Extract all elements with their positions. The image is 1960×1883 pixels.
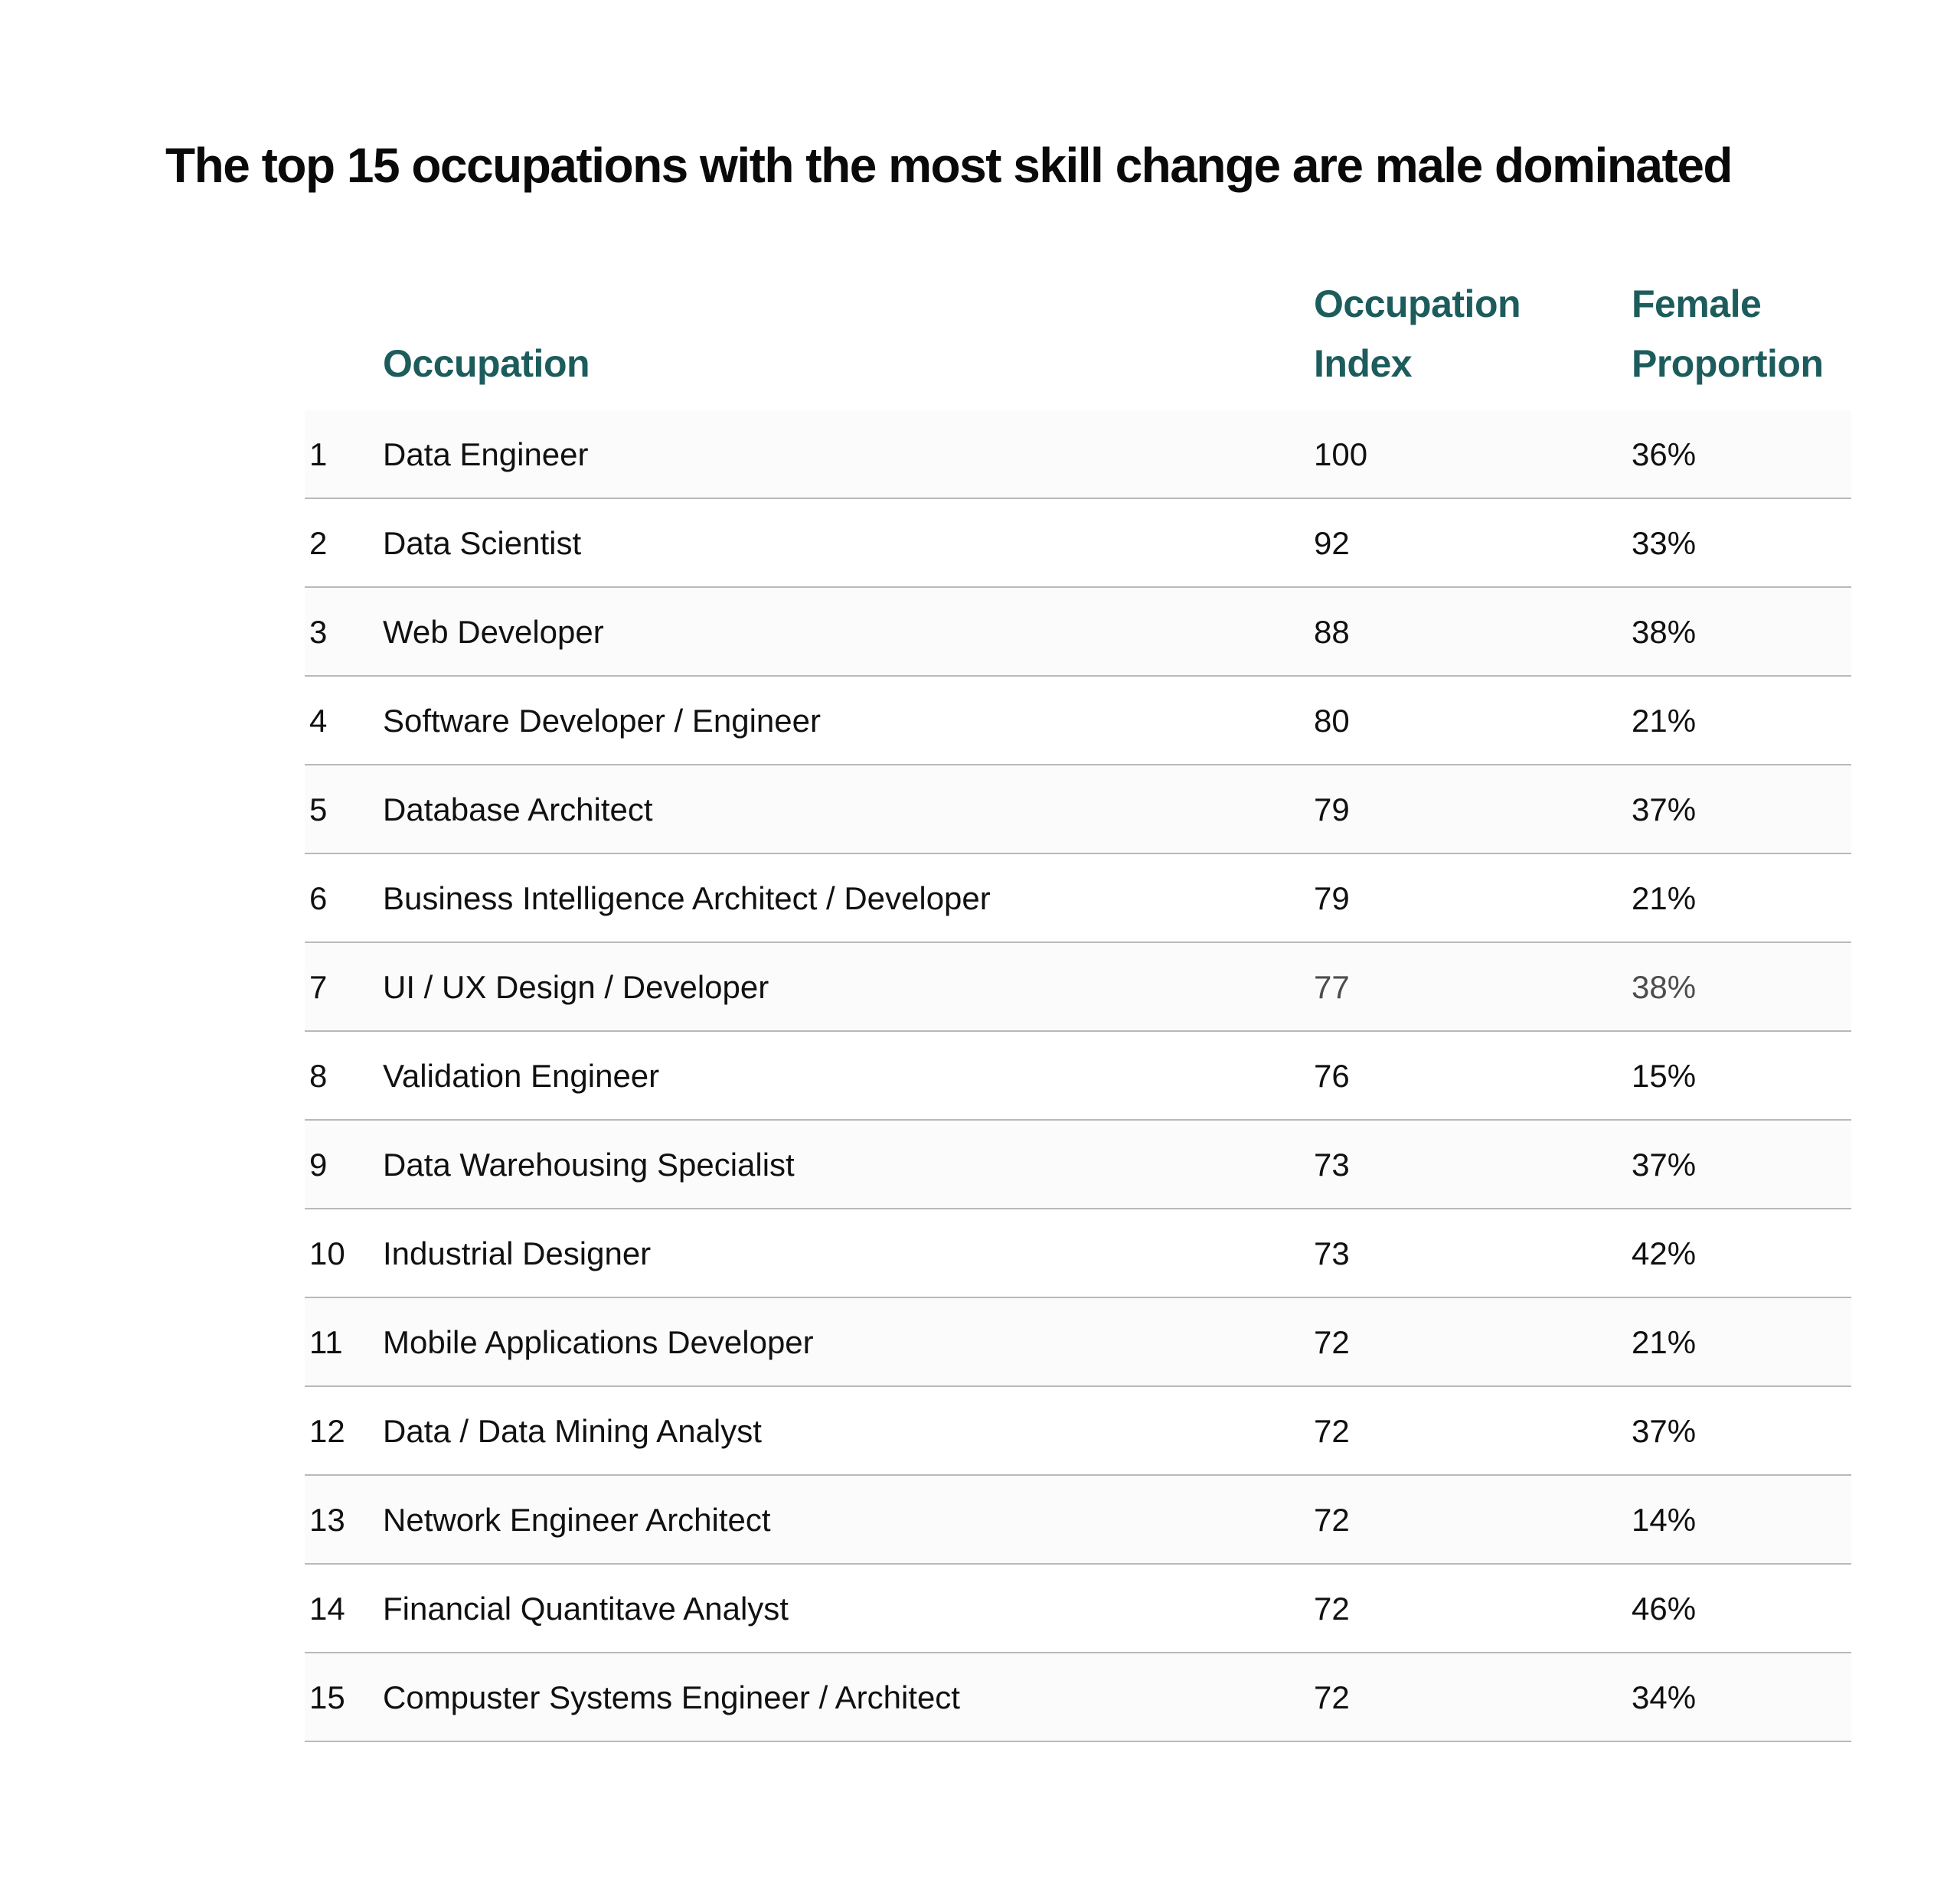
female-proportion-cell: 21% <box>1632 1324 1697 1360</box>
rank-cell: 8 <box>309 1058 328 1094</box>
table-row <box>305 1298 1851 1387</box>
index-cell: 72 <box>1314 1679 1350 1715</box>
rank-cell: 9 <box>309 1147 328 1183</box>
index-cell: 72 <box>1314 1591 1350 1627</box>
table-header <box>305 276 1851 410</box>
rank-cell: 13 <box>309 1502 345 1538</box>
table-row <box>305 943 1851 1032</box>
rank-cell: 14 <box>309 1591 345 1627</box>
female-proportion-cell: 38% <box>1632 969 1697 1005</box>
female-proportion-cell: 37% <box>1632 791 1697 827</box>
occupation-cell: Data Engineer <box>383 436 589 472</box>
table-row <box>305 677 1851 765</box>
table-row <box>305 1476 1851 1565</box>
index-cell: 72 <box>1314 1413 1350 1449</box>
occupation-cell: Validation Engineer <box>383 1058 660 1094</box>
index-cell: 79 <box>1314 791 1350 827</box>
female-proportion-cell: 37% <box>1632 1413 1697 1449</box>
female-proportion-cell: 33% <box>1632 525 1697 561</box>
occupation-cell: Mobile Applications Developer <box>383 1324 814 1360</box>
rank-cell: 5 <box>309 791 328 827</box>
table-row <box>305 1209 1851 1298</box>
rank-cell: 2 <box>309 525 328 561</box>
index-cell: 80 <box>1314 703 1350 739</box>
occupation-cell: Web Developer <box>383 614 604 650</box>
page-title: The top 15 occupations with the most skill change are male dominated <box>165 138 1732 193</box>
rank-cell: 7 <box>309 969 328 1005</box>
index-cell: 77 <box>1314 969 1350 1005</box>
occupation-cell: Data / Data Mining Analyst <box>383 1413 762 1449</box>
occupation-cell: Data Warehousing Specialist <box>383 1147 795 1183</box>
rank-cell: 10 <box>309 1235 345 1271</box>
female-proportion-cell: 36% <box>1632 436 1697 472</box>
rank-cell: 4 <box>309 703 328 739</box>
header-occupation-index: Occupation Index <box>1314 282 1521 385</box>
rank-cell: 15 <box>309 1679 345 1715</box>
rank-cell: 1 <box>309 436 328 472</box>
index-cell: 73 <box>1314 1147 1350 1183</box>
table-row <box>305 588 1851 677</box>
table-row <box>305 1387 1851 1476</box>
table-row <box>305 1121 1851 1209</box>
occupation-cell: Data Scientist <box>383 525 582 561</box>
occupation-cell: Financial Quantitave Analyst <box>383 1591 789 1627</box>
occupation-cell: UI / UX Design / Developer <box>383 969 769 1005</box>
rank-cell: 12 <box>309 1413 345 1449</box>
table-row <box>305 1653 1851 1742</box>
occupation-cell: Industrial Designer <box>383 1235 652 1271</box>
occupation-cell: Database Architect <box>383 791 653 827</box>
table-row <box>305 1032 1851 1121</box>
index-cell: 100 <box>1314 436 1368 472</box>
occupation-cell: Software Developer / Engineer <box>383 703 821 739</box>
index-cell: 72 <box>1314 1324 1350 1360</box>
occupation-cell: Business Intelligence Architect / Developer <box>383 880 991 916</box>
female-proportion-cell: 21% <box>1632 703 1697 739</box>
index-cell: 72 <box>1314 1502 1350 1538</box>
index-cell: 88 <box>1314 614 1350 650</box>
header-occupation: Occupation <box>383 342 590 385</box>
occupation-table <box>305 276 1851 1742</box>
occupation-cell: Compuster Systems Engineer / Architect <box>383 1679 960 1715</box>
rank-cell: 11 <box>309 1324 343 1360</box>
header-female-proportion: Female Proportion <box>1632 282 1824 385</box>
female-proportion-cell: 37% <box>1632 1147 1697 1183</box>
female-proportion-cell: 14% <box>1632 1502 1697 1538</box>
table-row <box>305 410 1851 499</box>
index-cell: 92 <box>1314 525 1350 561</box>
table-row <box>305 854 1851 943</box>
female-proportion-cell: 46% <box>1632 1591 1697 1627</box>
female-proportion-cell: 21% <box>1632 880 1697 916</box>
index-cell: 79 <box>1314 880 1350 916</box>
female-proportion-cell: 38% <box>1632 614 1697 650</box>
female-proportion-cell: 34% <box>1632 1679 1697 1715</box>
index-cell: 76 <box>1314 1058 1350 1094</box>
table-row <box>305 765 1851 854</box>
female-proportion-cell: 42% <box>1632 1235 1697 1271</box>
index-cell: 73 <box>1314 1235 1350 1271</box>
table-row <box>305 1565 1851 1653</box>
rank-cell: 6 <box>309 880 328 916</box>
table-body <box>305 410 1851 1742</box>
rank-cell: 3 <box>309 614 328 650</box>
occupation-cell: Network Engineer Architect <box>383 1502 771 1538</box>
female-proportion-cell: 15% <box>1632 1058 1697 1094</box>
table-row <box>305 499 1851 588</box>
